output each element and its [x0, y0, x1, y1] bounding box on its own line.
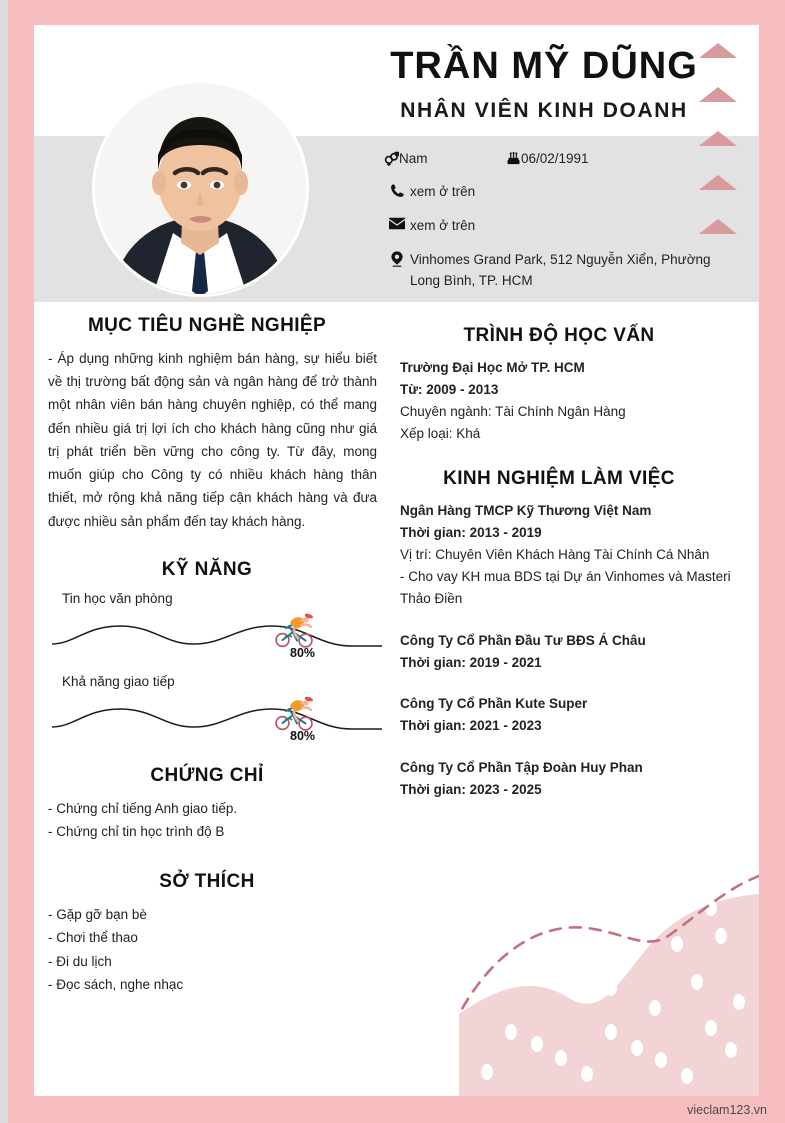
skill-item: [42, 674, 387, 755]
skill-percent: 80%: [290, 645, 316, 660]
contact-row-gender-birthday: [384, 151, 744, 169]
job-title: NHÂN VIÊN KINH DOANH: [400, 99, 688, 122]
frame-border-right: [759, 0, 785, 1123]
experience-item: [400, 693, 753, 737]
left-column: [42, 315, 387, 996]
experience-item: [400, 500, 753, 609]
cv-inner-canvas: [34, 25, 759, 1096]
frame-border-bottom: [8, 1096, 785, 1123]
envelope-icon: [384, 216, 410, 230]
decorative-triangle: [699, 131, 737, 146]
frame-border-top: [8, 0, 785, 25]
contact-row-phone: [384, 182, 744, 203]
hobby-item: - Đi du lịch: [48, 953, 112, 969]
decorative-triangle: [699, 219, 737, 234]
page-title: TRẦN MỸ DŨNG: [390, 45, 698, 87]
contact-info: [384, 151, 744, 305]
skill-wave-line: [52, 701, 382, 745]
experience-period: Thời gian: 2021 - 2023: [400, 718, 542, 734]
hobby-item: - Chơi thể thao: [48, 930, 138, 946]
education-school: Trường Đại Học Mở TP. HCM: [400, 360, 585, 375]
skill-item: [42, 591, 387, 672]
objective-text: - Áp dụng những kinh nghiệm bán hàng, sự hiểu biết về thị trường bất động sản và ngân hàng để trở thành một nhân viên bán hàng chuyên nghiệp, có thể mang đến nhiều giá trị lợi ích cho khách hàng cũng như giá trị phát triển bền vững cho công ty. Từ đây, mong muốn giúp cho Công ty có nhiều khách hàng thân thiết, mở rộng khả năng tiếp cận khách hàng và đưa được nhiều sản phẩm đến tay khách hàng.: [48, 351, 377, 529]
experience-period: Thời gian: 2023 - 2025: [400, 782, 542, 798]
decorative-triangle: [699, 175, 737, 190]
birthday-value: 06/02/1991: [521, 151, 589, 166]
experience-company: Công Ty Cổ Phần Tập Đoàn Huy Phan: [400, 760, 643, 776]
skill-label: Tin học văn phòng: [62, 590, 173, 606]
skill-wave-line: [52, 618, 382, 662]
section-heading-hobbies: SỞ THÍCH: [159, 871, 255, 893]
education-major: Chuyên ngành: Tài Chính Ngân Hàng: [400, 403, 626, 419]
right-column: [394, 325, 759, 801]
experience-company: Công Ty Cổ Phần Kute Super: [400, 696, 588, 712]
experience-item: [400, 630, 753, 674]
experience-company: Công Ty Cổ Phần Đầu Tư BĐS Á Châu: [400, 632, 646, 648]
decorative-triangle: [699, 87, 737, 102]
birthday-cake-icon: [506, 151, 521, 169]
watermark: vieclam123.vn: [687, 1103, 767, 1117]
experience-period: Thời gian: 2019 - 2021: [400, 654, 542, 670]
section-heading-education: TRÌNH ĐỘ HỌC VẤN: [463, 325, 655, 346]
gender-icon: [384, 151, 399, 169]
skills-section: [42, 559, 387, 755]
experience-company: Ngân Hàng TMCP Kỹ Thương Việt Nam: [400, 503, 652, 519]
phone-value: xem ở trên: [410, 184, 476, 199]
email-value: xem ở trên: [410, 217, 476, 233]
hobbies-section: [42, 871, 387, 996]
avatar: [95, 83, 306, 294]
contact-row-address: [384, 250, 744, 292]
gender-value: Nam: [399, 151, 428, 166]
section-heading-objective: MỤC TIÊU NGHỀ NGHIỆP: [87, 315, 327, 336]
skill-percent: 80%: [290, 728, 316, 743]
phone-icon: [384, 182, 410, 198]
hobby-item: - Gặp gỡ bạn bè: [48, 907, 147, 923]
experience-position: Vị trí: Chuyên Viên Khách Hàng Tài Chính Cá Nhân: [400, 547, 710, 563]
address-value: Vinhomes Grand Park, 512 Nguyễn Xiển, Phường Long Bình, TP. HCM: [410, 251, 711, 288]
frame-border-left: [8, 0, 34, 1123]
section-heading-skills: KỸ NĂNG: [161, 558, 253, 580]
skill-label: Khả năng giao tiếp: [62, 673, 175, 689]
section-heading-experience: KINH NGHIỆM LÀM VIỆC: [443, 468, 675, 490]
education-item: [394, 357, 759, 444]
decorative-triangle: [699, 43, 737, 58]
skill-progress: [42, 693, 387, 755]
experience-detail: - Cho vay KH mua BDS tại Dự án Vinhomes và Masteri Thảo Điền: [400, 569, 731, 606]
education-period: Từ: 2009 - 2013: [400, 381, 499, 397]
experience-list: [394, 500, 759, 800]
education-grade: Xếp loại: Khá: [400, 425, 481, 441]
contact-row-email: [384, 216, 744, 237]
certificate-item: - Chứng chỉ tin học trình độ B: [48, 823, 225, 839]
skill-progress: [42, 610, 387, 672]
location-pin-icon: [384, 250, 410, 267]
certificates-section: [42, 765, 387, 843]
certificate-item: - Chứng chỉ tiếng Anh giao tiếp.: [48, 800, 238, 816]
decorative-blob: [459, 836, 759, 1096]
hobby-item: - Đọc sách, nghe nhạc: [48, 976, 184, 992]
cv-page: [8, 0, 785, 1123]
section-heading-certificates: CHỨNG CHỈ: [150, 764, 264, 786]
experience-period: Thời gian: 2013 - 2019: [400, 525, 542, 541]
experience-item: [400, 757, 753, 801]
